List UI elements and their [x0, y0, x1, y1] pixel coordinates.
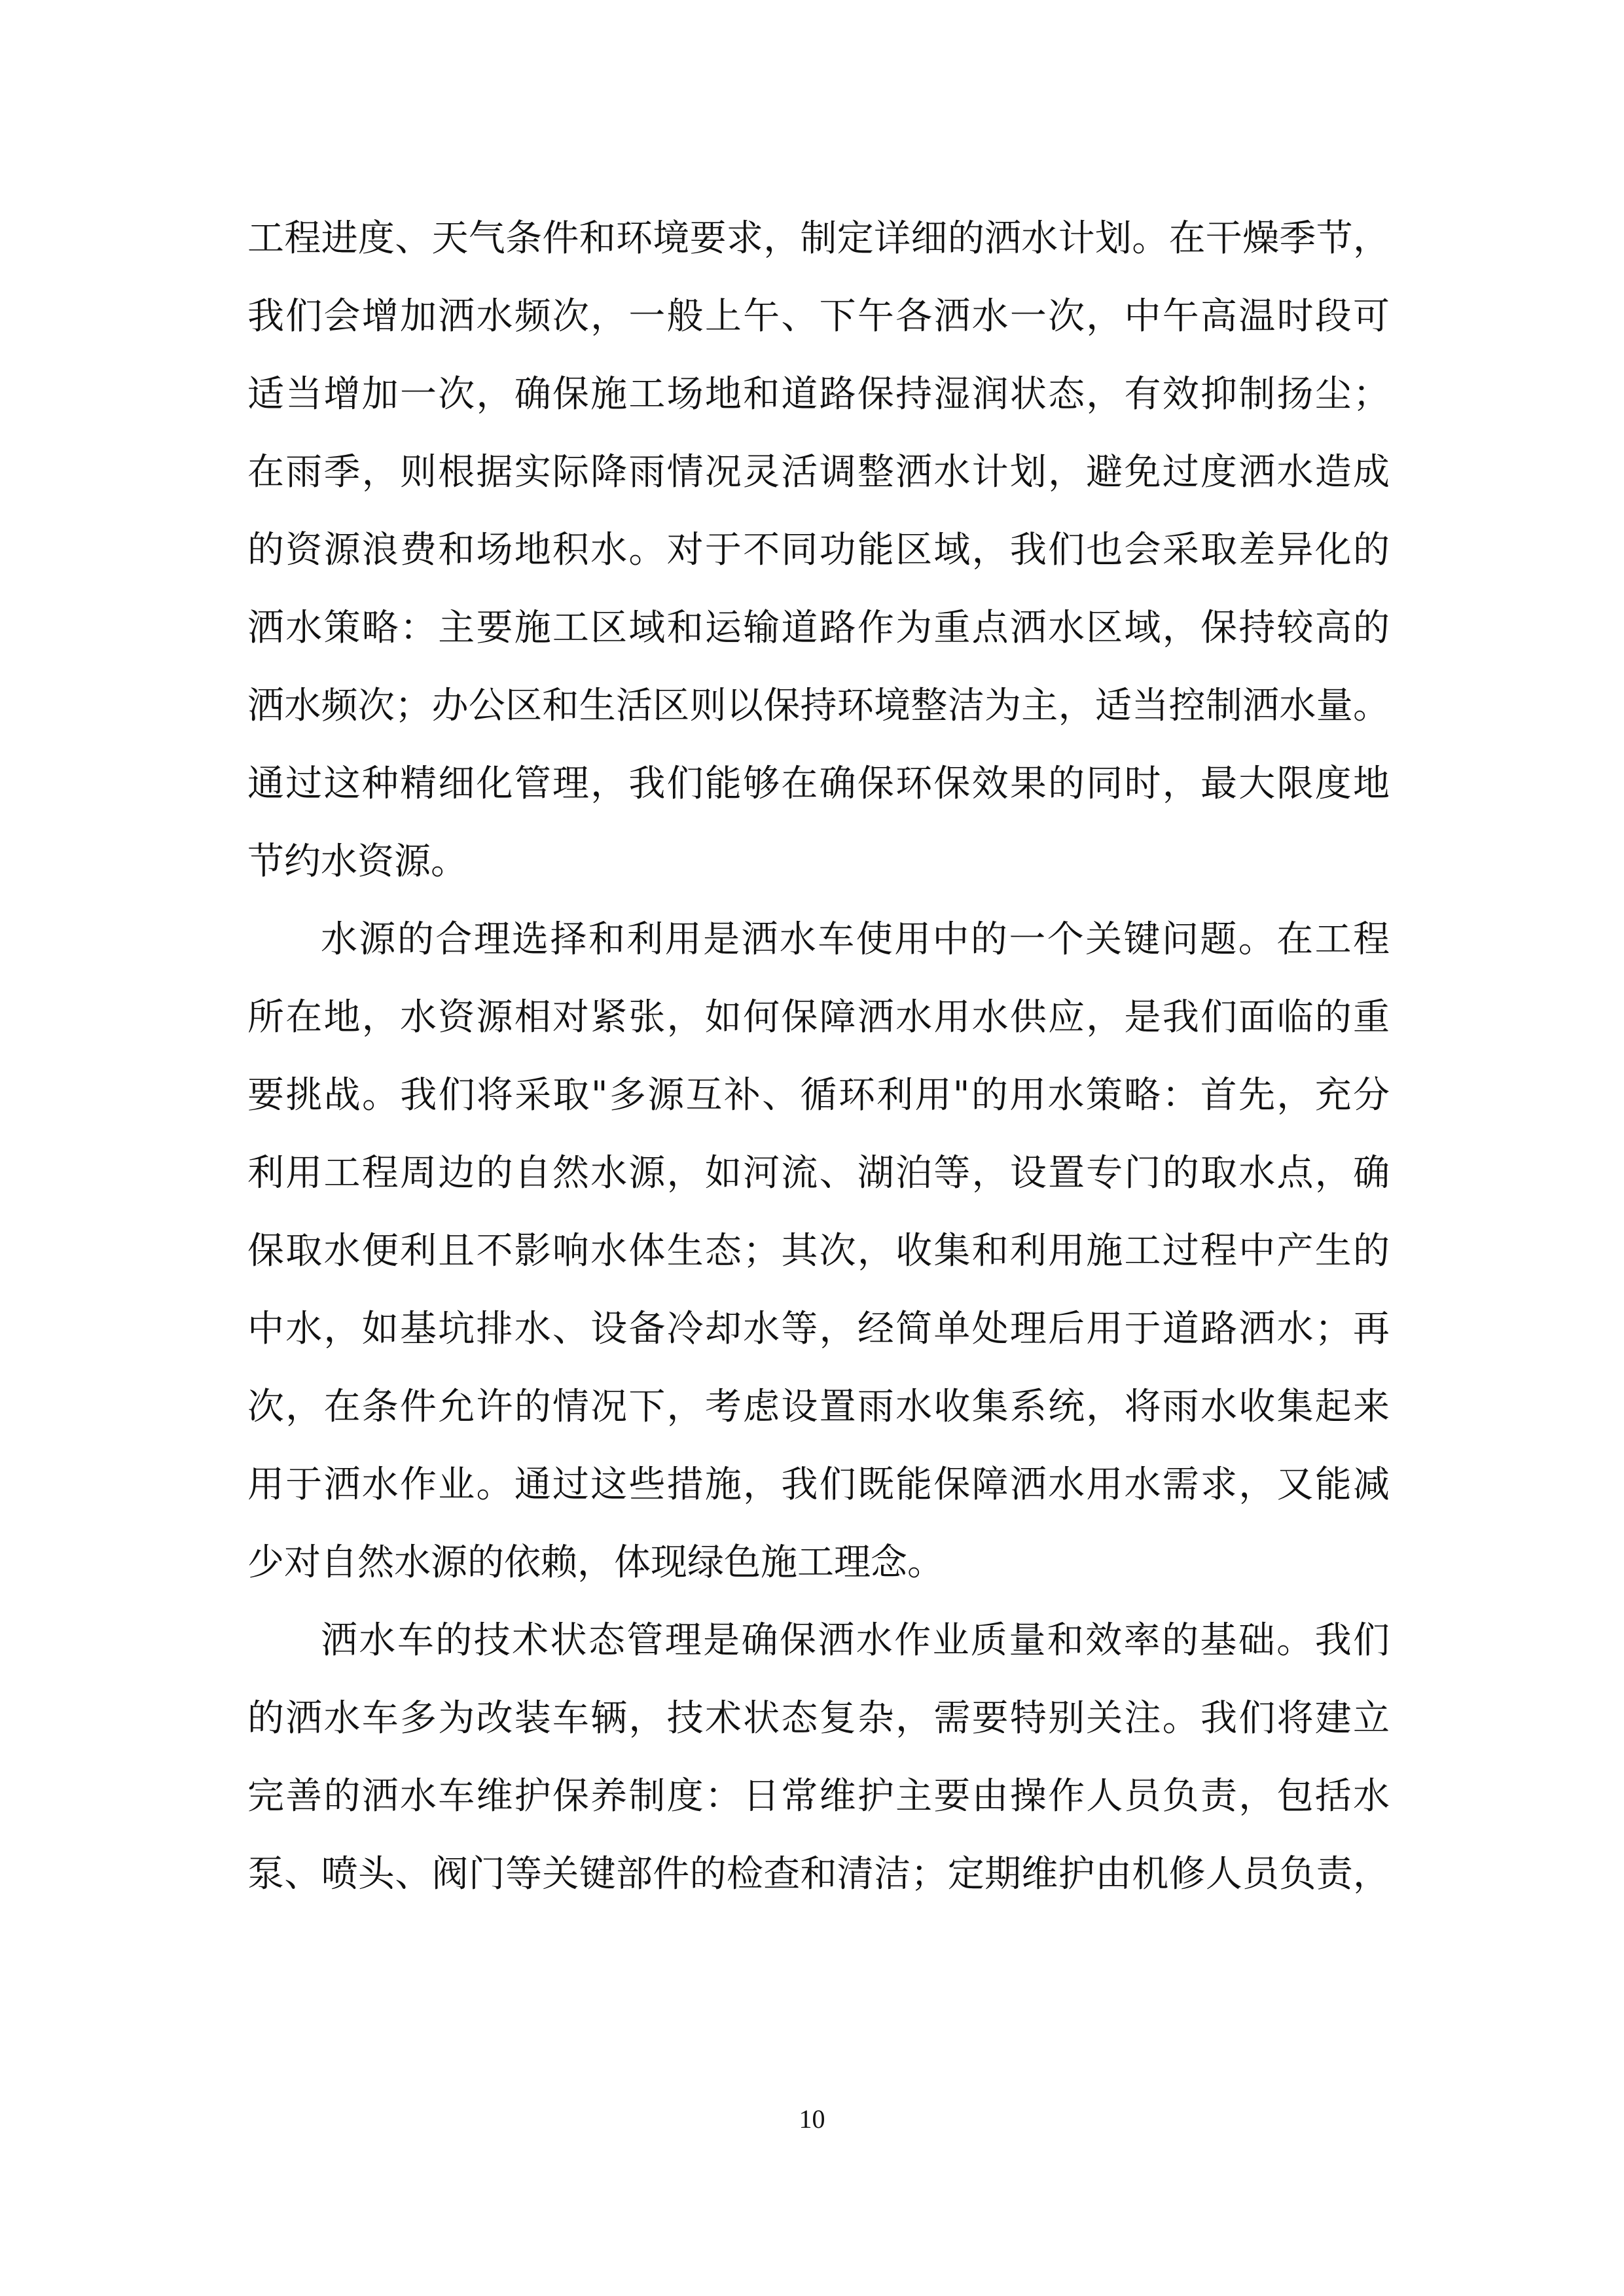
paragraph-2-line-5: 保取水便利且不影响水体生态；其次，收集和利用施工过程中产生的	[247, 1230, 1390, 1272]
paragraph-2-line-6: 中水，如基坑排水、设备冷却水等，经简单处理后用于道路洒水；再	[247, 1308, 1390, 1350]
paragraph-1-line-8: 通过这种精细化管理，我们能够在确保环保效果的同时，最大限度地	[247, 762, 1390, 805]
paragraph-1-line-3: 适当增加一次，确保施工场地和道路保持湿润状态，有效抑制扬尘；	[247, 373, 1390, 416]
paragraph-1-line-2: 我们会增加洒水频次，一般上午、下午各洒水一次，中午高温时段可	[247, 295, 1390, 338]
paragraph-1-line-1: 工程进度、天气条件和环境要求，制定详细的洒水计划。在干燥季节，	[247, 217, 1390, 260]
paragraph-2-line-9: 少对自然水源的依赖，体现绿色施工理念。	[247, 1541, 944, 1584]
page-number: 10	[799, 2104, 825, 2134]
paragraph-3-line-3: 完善的洒水车维护保养制度：日常维护主要由操作人员负责，包括水	[247, 1775, 1390, 1818]
paragraph-1-line-9: 节约水资源。	[247, 840, 467, 883]
paragraph-1-line-4: 在雨季，则根据实际降雨情况灵活调整洒水计划，避免过度洒水造成	[247, 451, 1390, 493]
paragraph-2-line-2: 所在地，水资源相对紧张，如何保障洒水用水供应，是我们面临的重	[247, 996, 1390, 1039]
paragraph-2-line-4: 利用工程周边的自然水源，如河流、湖泊等，设置专门的取水点，确	[247, 1152, 1390, 1194]
paragraph-1-line-7: 洒水频次；办公区和生活区则以保持环境整洁为主，适当控制洒水量。	[247, 685, 1390, 727]
paragraph-1-line-5: 的资源浪费和场地积水。对于不同功能区域，我们也会采取差异化的	[247, 529, 1390, 571]
paragraph-1-line-6: 洒水策略：主要施工区域和运输道路作为重点洒水区域，保持较高的	[247, 607, 1390, 649]
paragraph-2-line-7: 次，在条件允许的情况下，考虑设置雨水收集系统，将雨水收集起来	[247, 1386, 1390, 1428]
paragraph-2-line-8: 用于洒水作业。通过这些措施，我们既能保障洒水用水需求，又能减	[247, 1463, 1390, 1506]
paragraph-3-line-4: 泵、喷头、阀门等关键部件的检查和清洁；定期维护由机修人员负责，	[247, 1853, 1390, 1895]
paragraph-2-line-3: 要挑战。我们将采取"多源互补、循环利用"的用水策略：首先，充分	[247, 1074, 1390, 1117]
paragraph-2-line-1: 水源的合理选择和利用是洒水车使用中的一个关键问题。在工程	[321, 918, 1390, 961]
paragraph-3-line-2: 的洒水车多为改装车辆，技术状态复杂，需要特别关注。我们将建立	[247, 1697, 1390, 1740]
paragraph-3-line-1: 洒水车的技术状态管理是确保洒水作业质量和效率的基础。我们	[321, 1619, 1390, 1662]
